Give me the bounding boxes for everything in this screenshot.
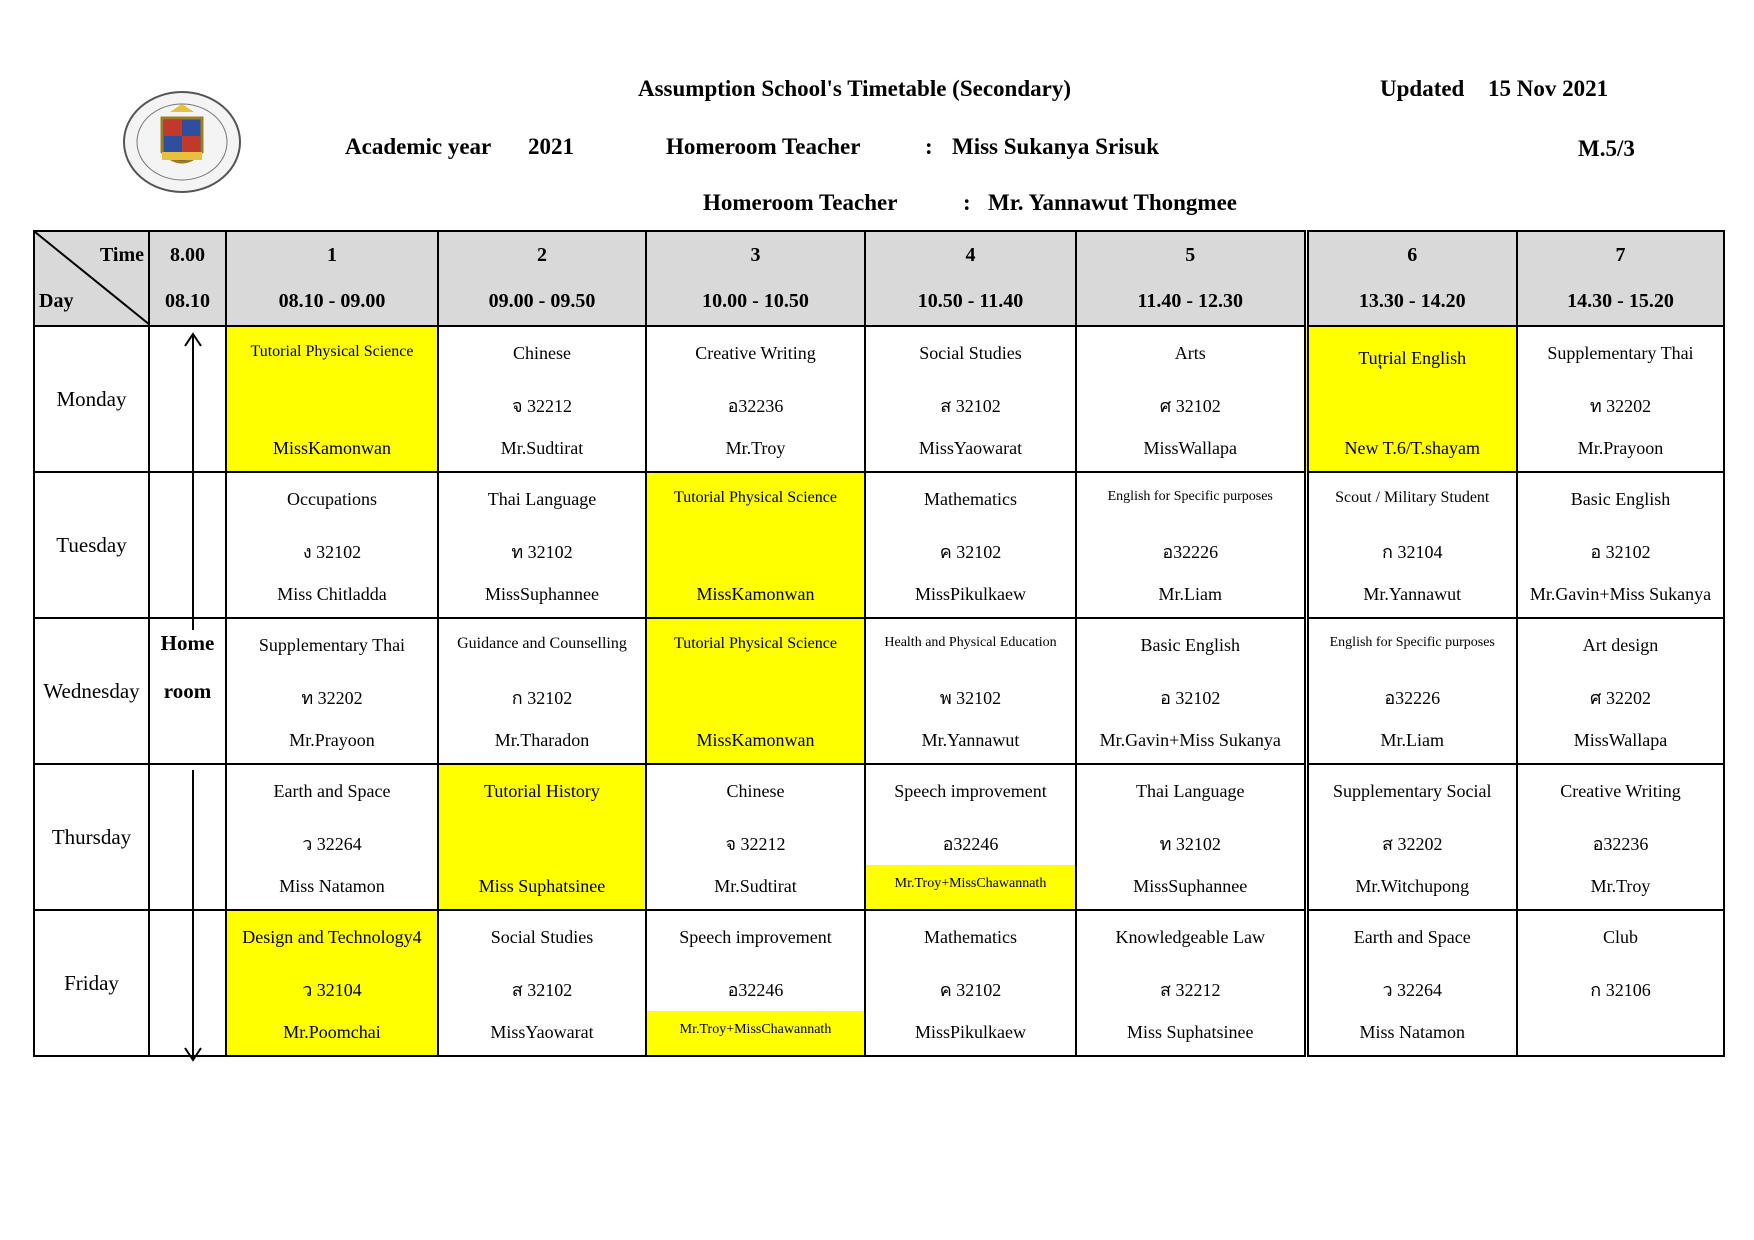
teacher-name: Mr.Troy+MissChawannath [894, 876, 1047, 891]
subject-name: Mathematics [924, 927, 1017, 947]
class-slot [438, 472, 646, 618]
day-row-monday [34, 326, 1724, 472]
homeroom-colon-2: : [963, 190, 971, 215]
subject-code: ว 32264 [302, 834, 362, 854]
period-number: 5 [1185, 244, 1196, 266]
class-slot [1306, 764, 1517, 910]
teacher-name: Miss Natamon [1359, 1022, 1465, 1042]
period-header-2 [438, 231, 646, 326]
class-slot [1076, 618, 1306, 764]
homeroom-label-top: Home [160, 631, 215, 655]
period-number: 7 [1615, 244, 1626, 266]
academic-year: 2021 [528, 134, 574, 159]
class-slot [865, 764, 1076, 910]
subject-name: Basic English [1140, 635, 1240, 655]
subject-name: Knowledgeable Law [1115, 927, 1265, 947]
homeroom-header [149, 231, 226, 326]
subject-name: Tutorial Physical Science [674, 489, 837, 506]
page-title: Assumption School's Timetable (Secondary) [638, 76, 1072, 101]
teacher-name: Mr.Prayoon [1577, 438, 1664, 458]
teacher-name: Mr.Witchupong [1355, 876, 1470, 896]
class-slot [438, 618, 646, 764]
subject-name: Tutุrial English [1358, 348, 1467, 368]
subject-code: ท 32202 [1589, 396, 1652, 416]
teacher-name: New T.6/T.shayam [1344, 438, 1480, 458]
homeroom-label-1: Homeroom Teacher [666, 134, 861, 159]
period-time: 10.00 - 10.50 [702, 290, 809, 312]
subject-code: ท 32102 [1159, 834, 1221, 854]
homeroom-label-bottom: room [163, 679, 212, 703]
class-slot [1306, 326, 1517, 472]
period-header-1 [226, 231, 438, 326]
subject-name: Tutorial Physical Science [674, 635, 837, 652]
teacher-name: Mr.Poomchai [283, 1022, 381, 1042]
class-slot [1517, 326, 1724, 472]
day-row-friday [34, 910, 1724, 1056]
subject-name: Arts [1174, 343, 1206, 363]
academic-year-label: Academic year [345, 134, 492, 159]
subject-name: Social Studies [490, 927, 594, 947]
teacher-name: MissKamonwan [696, 730, 815, 750]
teacher-name: MissWallapa [1143, 438, 1238, 458]
subject-name: Supplementary Thai [1547, 343, 1694, 363]
subject-name: English for Specific purposes [1329, 635, 1495, 650]
period-time: 11.40 - 12.30 [1137, 290, 1244, 312]
teacher-name: Mr.Prayoon [289, 730, 375, 750]
subject-code: อ 32102 [1590, 542, 1651, 562]
period-header-3 [646, 231, 865, 326]
class-slot [1076, 910, 1306, 1056]
subject-name: Thai Language [1136, 781, 1245, 801]
period-number: 2 [537, 244, 547, 266]
subject-name: Design and Technology4 [242, 927, 422, 947]
teacher-name: Mr.Tharadon [494, 730, 590, 750]
day-label: Tuesday [34, 472, 149, 618]
teacher-name: Miss Chitladda [277, 584, 387, 604]
corner-time-label: Time [99, 244, 144, 266]
subject-code: ก 32102 [511, 688, 573, 708]
teacher-name: Mr.Yannawut [1363, 584, 1462, 604]
subject-name: Supplementary Thai [258, 635, 406, 655]
period-time: 09.00 - 09.50 [488, 290, 596, 312]
teacher-name: MissPikulkaew [914, 584, 1026, 604]
class-slot [226, 618, 438, 764]
subject-name: Supplementary Social [1333, 781, 1492, 801]
teacher-name: Miss Natamon [279, 876, 385, 896]
subject-name: Mathematics [924, 489, 1017, 509]
subject-code: ก 32104 [1382, 542, 1443, 562]
school-crest-logo [122, 90, 242, 194]
subject-name: Creative Writing [1560, 781, 1681, 801]
subject-code: ศ 32102 [1159, 396, 1221, 416]
class-slot [646, 910, 865, 1056]
period-time: 08.10 - 09.00 [278, 290, 386, 312]
period-header-6 [1306, 231, 1517, 326]
teacher-name: MissYaowarat [918, 438, 1023, 458]
class-label: M.5/3 [1578, 136, 1635, 161]
subject-name: Art design [1582, 635, 1659, 655]
subject-code: อ32226 [1162, 542, 1219, 562]
period-number: 4 [965, 244, 976, 266]
teacher-name: Mr.Yannawut [921, 730, 1020, 750]
period-number: 1 [327, 244, 337, 266]
homeroom-arrow-icon [179, 330, 209, 1065]
class-slot [865, 910, 1076, 1056]
class-slot [865, 326, 1076, 472]
period-time: 10.50 - 11.40 [917, 290, 1024, 312]
teacher-name: Mr.Sudtirat [714, 876, 797, 896]
subject-name: Tutorial Physical Science [250, 343, 414, 360]
subject-code: ส 32102 [511, 980, 573, 1000]
subject-name: Earth and Space [1353, 927, 1471, 947]
class-slot [865, 472, 1076, 618]
corner-day-label: Day [39, 290, 74, 312]
subject-code: ค 32102 [939, 980, 1002, 1000]
class-slot [1306, 618, 1517, 764]
subject-code: จ 32212 [725, 834, 786, 854]
class-slot [438, 326, 646, 472]
class-slot [1076, 472, 1306, 618]
updated-label: Updated [1380, 76, 1465, 101]
subject-name: Chinese [726, 781, 785, 801]
subject-name: Basic English [1570, 489, 1671, 509]
class-slot [646, 764, 865, 910]
subject-code: ง 32102 [302, 542, 362, 562]
subject-name: Guidance and Counselling [457, 635, 627, 652]
teacher-name: MissSuphannee [1133, 876, 1248, 896]
teacher-name: MissKamonwan [696, 584, 815, 604]
homeroom-teacher-1: Miss Sukanya Srisuk [952, 134, 1160, 159]
class-slot [1076, 326, 1306, 472]
updated-date: 15 Nov 2021 [1488, 76, 1609, 101]
class-slot [1076, 764, 1306, 910]
day-label: Monday [34, 326, 149, 472]
homeroom-colon-1: : [925, 134, 933, 159]
homeroom-teacher-2: Mr. Yannawut Thongmee [988, 190, 1237, 215]
homeroom-label-2: Homeroom Teacher [703, 190, 898, 215]
period-time: 13.30 - 14.20 [1358, 290, 1466, 312]
class-slot [1517, 472, 1724, 618]
day-row-thursday [34, 764, 1724, 910]
class-slot [1517, 618, 1724, 764]
subject-code: ท 32102 [511, 542, 573, 562]
teacher-name: Mr.Sudtirat [500, 438, 584, 458]
subject-code: ส 32102 [940, 396, 1001, 416]
subject-code: อ32236 [1592, 834, 1649, 854]
class-slot [646, 326, 865, 472]
subject-name: Occupations [287, 489, 377, 509]
subject-name: Tutorial History [484, 781, 600, 801]
subject-code: อ32246 [942, 834, 999, 854]
period-header-7 [1517, 231, 1724, 326]
subject-code: อ32236 [727, 396, 784, 416]
teacher-name: MissWallapa [1573, 730, 1668, 750]
day-row-tuesday [34, 472, 1724, 618]
subject-code: ว 32104 [302, 980, 362, 1000]
subject-name: Health and Physical Education [884, 635, 1057, 650]
teacher-name: Mr.Liam [1158, 584, 1222, 604]
subject-code: ค 32102 [939, 542, 1002, 562]
class-slot [1517, 764, 1724, 910]
teacher-name: MissKamonwan [273, 438, 391, 458]
corner-cell [34, 231, 149, 326]
subject-code: ส 32212 [1160, 980, 1221, 1000]
teacher-name: MissPikulkaew [914, 1022, 1026, 1042]
day-label: Wednesday [34, 618, 149, 764]
teacher-name: MissYaowarat [490, 1022, 594, 1042]
day-label: Thursday [34, 764, 149, 910]
subject-code: อ32246 [727, 980, 784, 1000]
subject-name: Club [1602, 927, 1638, 947]
subject-code: จ 32212 [511, 396, 573, 416]
teacher-name: MissSuphannee [485, 584, 599, 604]
teacher-name: Mr.Gavin+Miss Sukanya [1529, 584, 1712, 604]
period-number: 3 [750, 244, 761, 266]
subject-name: Earth and Space [273, 781, 391, 801]
teacher-name: Miss Suphatsinee [1126, 1022, 1254, 1042]
teacher-name: Mr.Gavin+Miss Sukanya [1099, 730, 1281, 750]
subject-name: Chinese [513, 343, 571, 363]
class-slot [226, 910, 438, 1056]
subject-name: Speech improvement [679, 927, 832, 947]
class-slot [865, 618, 1076, 764]
period-header-4 [865, 231, 1076, 326]
subject-name: Speech improvement [894, 781, 1047, 801]
teacher-name: Mr.Liam [1380, 730, 1444, 750]
timetable [33, 230, 1725, 1057]
subject-name: Social Studies [919, 343, 1022, 363]
class-slot [226, 472, 438, 618]
day-row-wednesday [34, 618, 1724, 764]
subject-code: ศ 32202 [1590, 688, 1651, 708]
day-label: Friday [34, 910, 149, 1056]
subject-name: Thai Language [487, 489, 597, 509]
class-slot [1306, 910, 1517, 1056]
period-header-5 [1076, 231, 1306, 326]
subject-code: ท 32202 [301, 688, 363, 708]
period-number: 6 [1407, 244, 1418, 266]
subject-name: Scout / Military Student [1335, 489, 1490, 506]
subject-code: ส 32202 [1382, 834, 1443, 854]
subject-code: อ32226 [1384, 688, 1441, 708]
subject-name: English for Specific purposes [1107, 489, 1273, 504]
class-slot [1517, 910, 1724, 1056]
homeroom-end: 08.10 [165, 290, 210, 312]
teacher-name: Mr.Troy [725, 438, 786, 458]
class-slot [226, 764, 438, 910]
class-slot [646, 618, 865, 764]
teacher-name: Mr.Troy [1590, 876, 1651, 896]
teacher-name: Miss Suphatsinee [478, 876, 606, 896]
subject-code: พ 32102 [939, 688, 1002, 708]
subject-code: ก 32106 [1590, 980, 1651, 1000]
header-row [34, 231, 1724, 326]
class-slot [438, 764, 646, 910]
subject-name: Creative Writing [695, 343, 816, 363]
subject-code: ว 32264 [1382, 980, 1443, 1000]
teacher-name: Mr.Troy+MissChawannath [679, 1022, 832, 1037]
class-slot [226, 326, 438, 472]
period-time: 14.30 - 15.20 [1567, 290, 1674, 312]
class-slot [438, 910, 646, 1056]
homeroom-start: 8.00 [170, 244, 205, 266]
subject-code: อ 32102 [1160, 688, 1221, 708]
class-slot [1306, 472, 1517, 618]
class-slot [646, 472, 865, 618]
